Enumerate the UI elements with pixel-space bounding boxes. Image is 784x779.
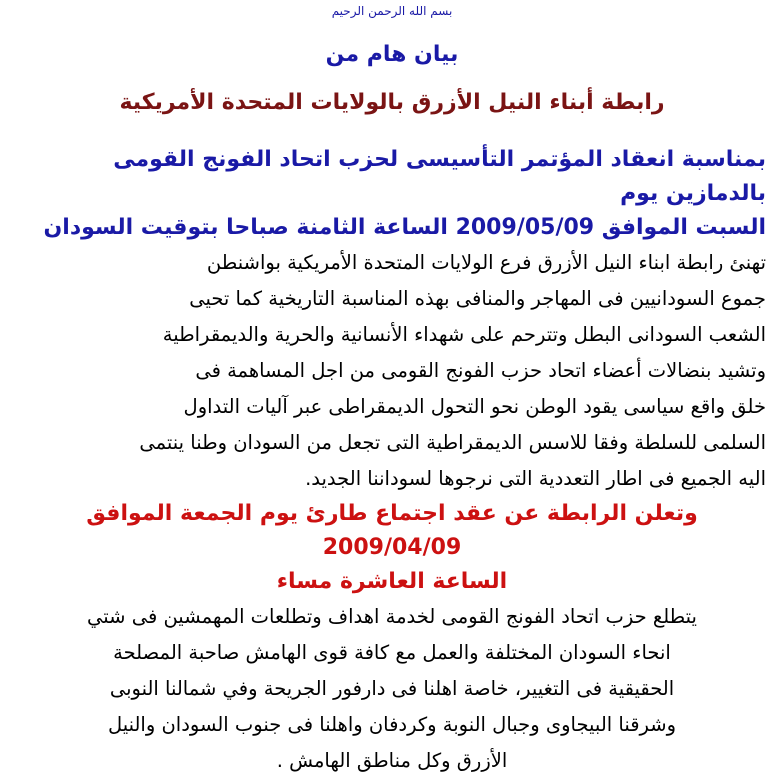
bismillah: بسم الله الرحمن الرحيم bbox=[331, 4, 453, 18]
paragraph-line: الشعب السودانى البطل وتترحم على شهداء الأنسانية والحرية والديمقراطية bbox=[162, 323, 766, 346]
paragraph-line: وشرقنا البيجاوى وجبال النوبة وكردفان واهلنا فى جنوب السودان والنيل bbox=[107, 713, 677, 736]
organization-name: رابطة أبناء النيل الأزرق بالولايات المتحدة الأمريكية bbox=[119, 90, 665, 115]
paragraph-line: وتشيد بنضالات أعضاء اتحاد حزب الفونج القومى من اجل المساهمة فى bbox=[195, 359, 766, 382]
paragraph-line: يتطلع حزب اتحاد الفونج القومى لخدمة اهداف وتطلعات المهمشين فى شتي bbox=[87, 605, 697, 628]
announcement-line: الساعة العاشرة مساء bbox=[276, 569, 508, 594]
announcement-line: وتعلن الرابطة عن عقد اجتماع طارئ يوم الجمعة الموافق 2009/04/09 bbox=[86, 501, 698, 560]
paragraph-line: انحاء السودان المختلفة والعمل مع كافة قوى الهامش صاحبة المصلحة bbox=[113, 641, 671, 664]
paragraph-line: اليه الجميع فى اطار التعددية التى نرجوها لسوداننا الجديد. bbox=[305, 467, 766, 490]
party-goals-paragraph bbox=[18, 599, 766, 779]
occasion-line: بمناسبة انعقاد المؤتمر التأسيسى لحزب اتحاد الفونج القومى بالدمازين يوم bbox=[113, 147, 766, 206]
congratulations-paragraph bbox=[18, 245, 766, 497]
meeting-announcement bbox=[18, 497, 766, 599]
paragraph-line: خلق واقع سياسى يقود الوطن نحو التحول الديمقراطى عبر آليات التداول bbox=[183, 395, 766, 418]
occasion-line: السبت الموافق 2009/05/09 الساعة الثامنة صباحا بتوقيت السودان bbox=[43, 215, 766, 240]
paragraph-line: الحقيقية فى التغيير، خاصة اهلنا فى دارفور الجريحة وفي شمالنا النوبى bbox=[109, 677, 675, 700]
occasion-heading bbox=[18, 143, 766, 245]
paragraph-line: تهنئ رابطة ابناء النيل الأزرق فرع الولايات المتحدة الأمريكية بواشنطن bbox=[206, 251, 766, 274]
paragraph-line: الأزرق وكل مناطق الهامش . bbox=[276, 749, 508, 772]
statement-title: بيان هام من bbox=[325, 42, 459, 67]
paragraph-line: جموع السودانيين فى المهاجر والمنافى بهذه المناسبة التاريخية كما تحيى bbox=[189, 287, 766, 310]
paragraph-line: السلمى للسلطة وفقا للاسس الديمقراطية التى تجعل من السودان وطنا ينتمى bbox=[139, 431, 766, 454]
